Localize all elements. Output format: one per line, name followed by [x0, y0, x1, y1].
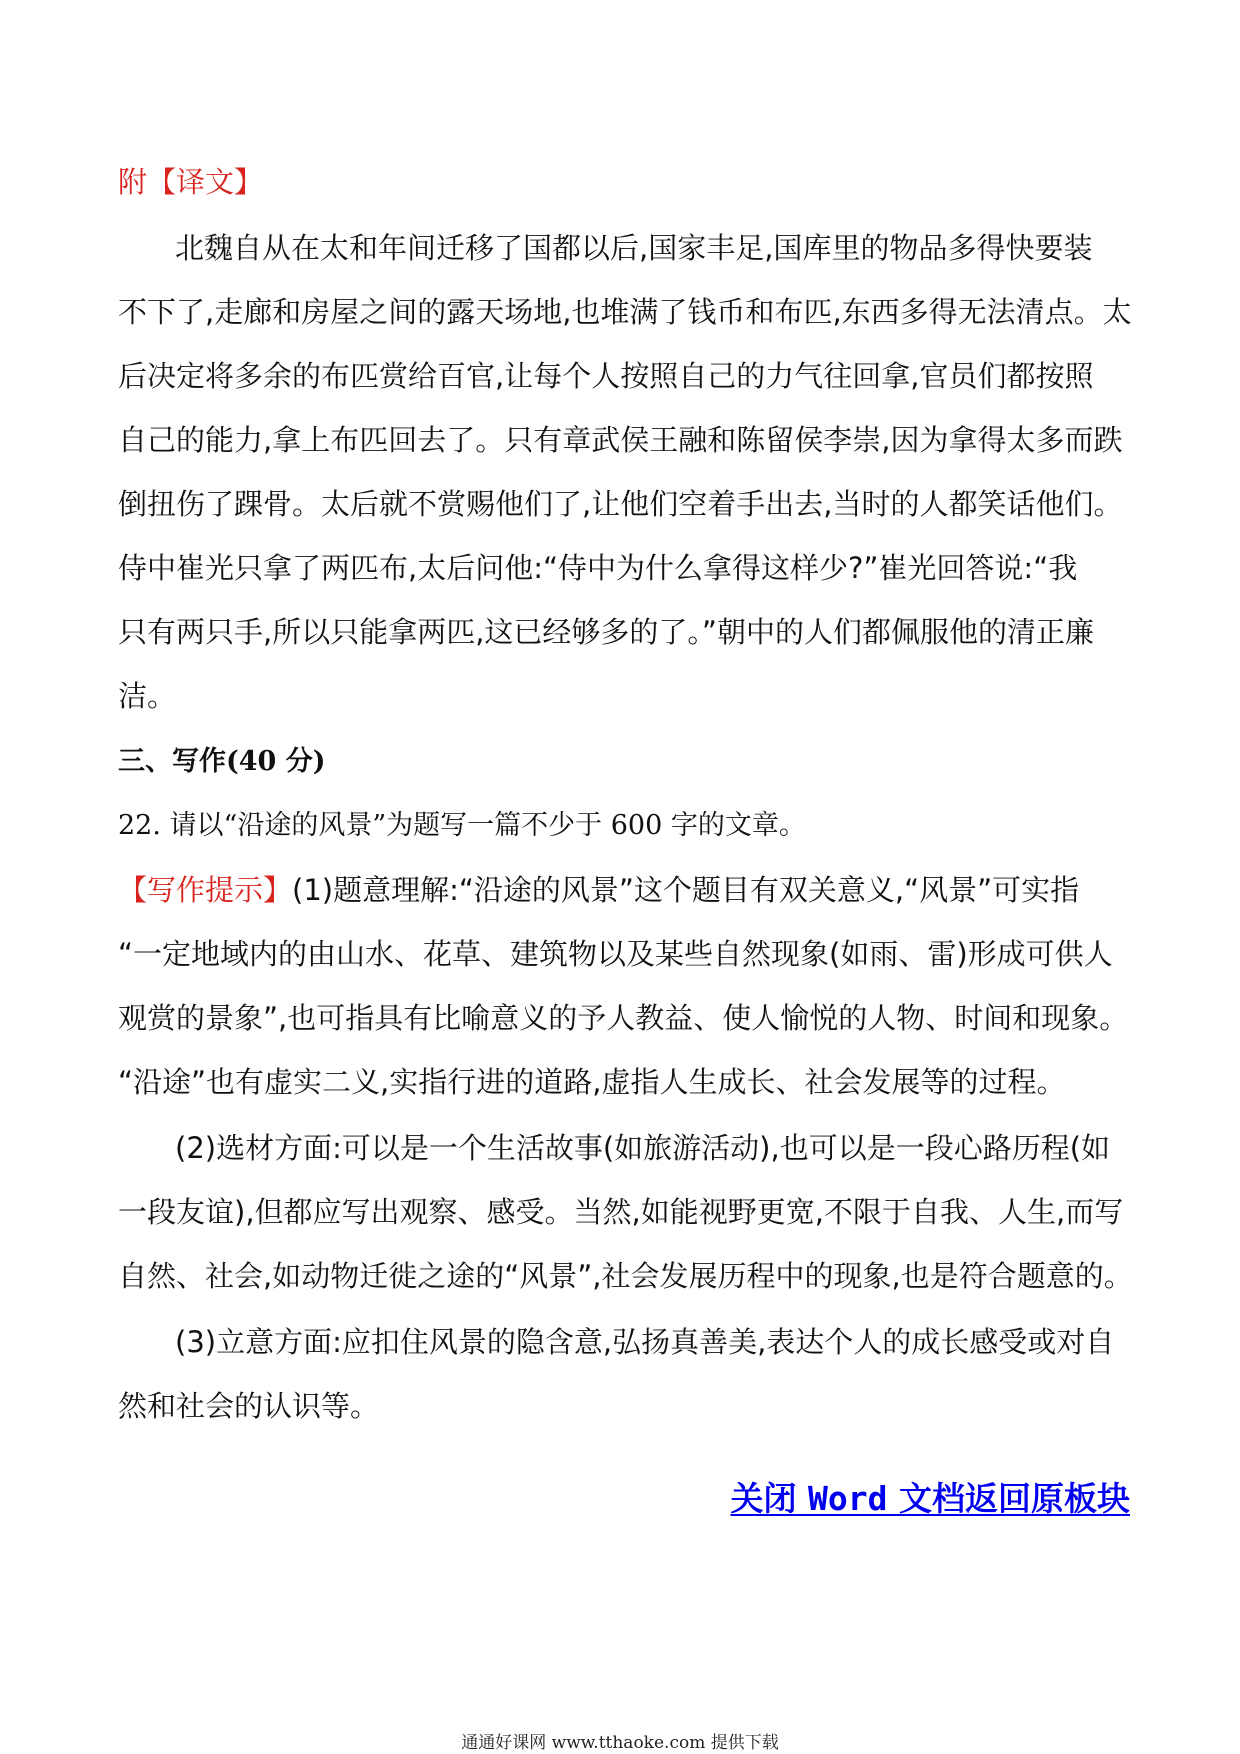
- hint-point-2-line: 一段友谊),但都应写出观察、感受。当然,如能视野更宽,不限于自我、人生,而写: [118, 1195, 1124, 1229]
- translation-line: 洁。: [118, 679, 177, 713]
- appendix-prefix: 附: [118, 165, 148, 199]
- section-heading: 三、写作(40 分): [118, 746, 326, 777]
- link-text-close: 关闭: [730, 1479, 797, 1518]
- hint-point-2-line: (2)选材方面:可以是一个生活故事(如旅游活动),也可以是一段心路历程(如: [175, 1131, 1111, 1165]
- hint-point-1-start: (1)题意理解:“沿途的风景”这个题目有双关意义,“风景”可实指: [292, 873, 1080, 907]
- hint-point-2-line: 自然、社会,如动物迁徙之途的“风景”,社会发展历程中的现象,也是符合题意的。: [118, 1259, 1133, 1293]
- hint-label: 【写作提示】: [118, 873, 293, 907]
- translation-label: 【译文】: [147, 165, 264, 199]
- close-word-return-link[interactable]: [731, 1477, 1130, 1521]
- translation-line: 侍中崔光只拿了两匹布,太后问他:“侍中为什么拿得这样少?”崔光回答说:“我: [118, 551, 1078, 585]
- writing-question: 22. 请以“沿途的风景”为题写一篇不少于 600 字的文章。: [118, 810, 806, 841]
- translation-line: 不下了,走廊和房屋之间的露天场地,也堆满了钱币和布匹,东西多得无法清点。太: [118, 295, 1132, 329]
- link-text-word: Word: [808, 1479, 888, 1518]
- hint-first-line: [118, 870, 1128, 910]
- translation-line: 后决定将多余的布匹赏给百官,让每个人按照自己的力气往回拿,官员们都按照: [118, 359, 1094, 393]
- hint-line: 观赏的景象”,也可指具有比喻意义的予人教益、使人愉悦的人物、时间和现象。: [118, 1001, 1129, 1035]
- translation-line: 北魏自从在太和年间迁移了国都以后,国家丰足,国库里的物品多得快要装: [175, 231, 1093, 265]
- translation-line: 只有两只手,所以只能拿两匹,这已经够多的了。”朝中的人们都佩服他的清正廉: [118, 615, 1094, 649]
- translation-line: 自己的能力,拿上布匹回去了。只有章武侯王融和陈留侯李崇,因为拿得太多而跌: [118, 423, 1123, 457]
- hint-line: “一定地域内的由山水、花草、建筑物以及某些自然现象(如雨、雷)形成可供人: [118, 937, 1113, 971]
- page-footer: 通通好课网 www.tthaoke.com 提供下载: [461, 1733, 779, 1753]
- hint-line: “沿途”也有虚实二义,实指行进的道路,虚指人生成长、社会发展等的过程。: [118, 1065, 1066, 1099]
- hint-point-3-line: 然和社会的认识等。: [118, 1389, 380, 1423]
- link-text-return: 文档返回原板块: [899, 1479, 1130, 1518]
- hint-point-3-line: (3)立意方面:应扣住风景的隐含意,弘扬真善美,表达个人的成长感受或对自: [175, 1325, 1115, 1359]
- translation-line: 倒扭伤了踝骨。太后就不赏赐他们了,让他们空着手出去,当时的人都笑话他们。: [118, 487, 1123, 521]
- appendix-heading: [118, 162, 1128, 202]
